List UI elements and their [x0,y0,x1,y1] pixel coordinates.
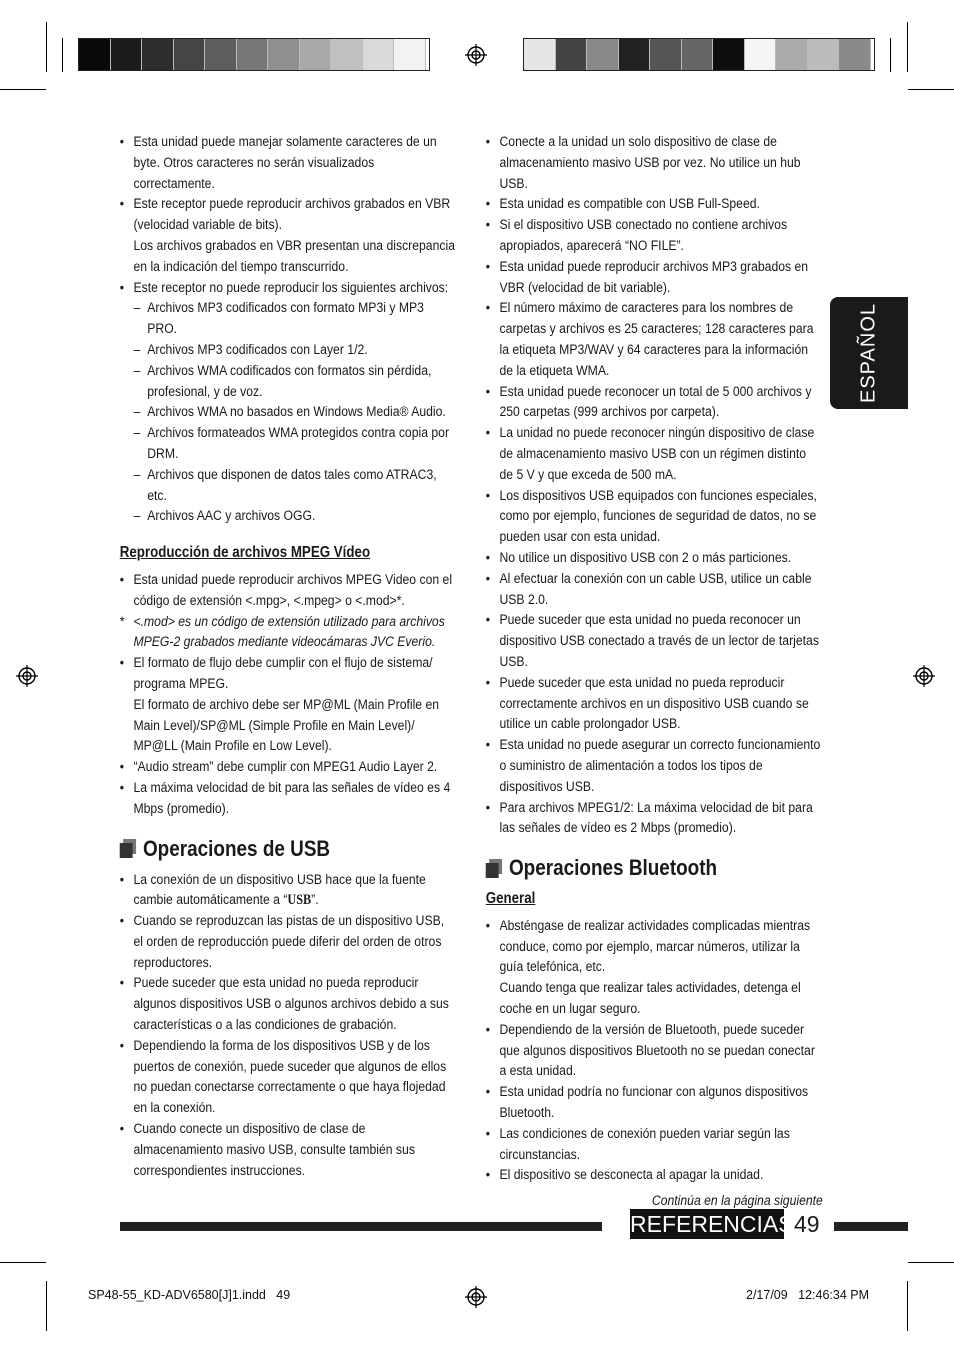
color-swatch [363,39,395,70]
color-swatch [142,39,174,70]
list-item: • Este receptor puede reproducir archivos grabados en VBR (velocidad variable de bits). Los archivos grabados en VBR presentan una discrepancia en la indicación del tiempo transcurrido. [118,194,457,277]
list-item: • No utilice un dispositivo USB con 2 o más particiones. [484,548,823,569]
color-swatch [839,39,871,70]
language-tab-label: ESPAÑOL [857,303,880,403]
list-item: – Archivos WMA codificados con formatos sin pérdida, profesional, y de voz. [133,361,456,403]
section-icon [120,839,136,858]
color-swatch [394,39,426,70]
registration-mark-icon [465,1286,487,1308]
list-item: • Esta unidad es compatible con USB Full-Speed. [484,194,823,215]
list-item: • Cuando se reproduzcan las pistas de un dispositivo USB, el orden de reproducción puede diferir del orden de otros reproductores. [118,911,457,973]
subheading-general: General [485,890,536,908]
color-bar-left [78,38,430,71]
list-item: – Archivos WMA no basados en Windows Media® Audio. [133,402,456,423]
color-swatch [776,39,808,70]
left-column [118,132,457,1181]
list-item: • Esta unidad puede reconocer un total de 5 000 archivos y 250 carpetas (999 archivos por carpeta). [484,382,823,424]
list-item: • Dependiendo la forma de los dispositivos USB y de los puertos de conexión, puede suceder que algunos de ellos no puedan conectarse correctamente o que haya flojedad en la conexión. [118,1036,457,1119]
print-date-info: 2/17/09 12:46:34 PM [746,1288,870,1302]
footnote [118,612,457,654]
list-item: – Archivos MP3 codificados con formato MP3i y MP3 PRO. [133,298,456,340]
list-item: • El dispositivo se desconecta al apagar la unidad. [484,1165,823,1186]
list-item-text: Este receptor no puede reproducir los siguientes archivos: [133,279,449,296]
list-item: • Al efectuar la conexión con un cable USB, utilice un cable USB 2.0. [484,569,823,611]
right-column [484,132,823,1212]
list-item: • Los dispositivos USB equipados con funciones especiales, como por ejemplo, funciones de seguridad de datos, no se pueden usar con esta unidad. [484,486,823,548]
list-item: • Las condiciones de conexión pueden variar según las circunstancias. [484,1124,823,1166]
bullet-list [118,132,457,527]
color-swatch [237,39,269,70]
footer-rule [834,1222,908,1231]
color-swatch [619,39,651,70]
color-swatch [331,39,363,70]
list-item: • Dependiendo de la versión de Bluetooth, puede suceder que algunos dispositivos Bluetooth no se puedan conectar a esta unidad. [484,1020,823,1082]
registration-mark-icon [913,665,935,687]
list-item: – Archivos AAC y archivos OGG. [133,506,456,527]
color-swatch [111,39,143,70]
list-item-text: La conexión de un dispositivo USB hace que la fuente cambie automáticamente a “ [133,871,426,909]
list-item: • Si el dispositivo USB conectado no contiene archivos apropiados, aparecerá “NO FILE”. [484,215,823,257]
subheading-mpeg: Reproducción de archivos MPEG Vídeo [119,544,371,562]
color-swatch [524,39,556,70]
list-item: – Archivos MP3 codificados con Layer 1/2. [133,340,456,361]
list-item: • Conecte a la unidad un solo dispositivo de clase de almacenamiento masivo USB por vez. No utilice un hub USB. [484,132,823,194]
list-item: • Esta unidad podría no funcionar con algunos dispositivos Bluetooth. [484,1082,823,1124]
section-title: Operaciones Bluetooth [508,855,718,881]
list-item: • Esta unidad puede manejar solamente caracteres de un byte. Otros caracteres no serán visualizados correctamente. [118,132,457,194]
footer-rule [120,1222,602,1231]
color-swatch [650,39,682,70]
list-item: • La unidad no puede reconocer ningún dispositivo de clase de almacenamiento masivo USB con un régimen distinto de 5 V y que exceda de 500 mA. [484,423,823,485]
footnote-marker: * [119,613,125,630]
list-item-text: ”. [311,892,319,909]
registration-mark-icon [465,44,487,66]
list-item [118,870,457,912]
print-file-info: SP48-55_KD-ADV6580[J]1.indd 49 [88,1288,291,1302]
bullet-list [484,916,823,1186]
color-swatch [79,39,111,70]
section-icon [486,859,502,878]
color-swatch [174,39,206,70]
bullet-list [484,132,823,839]
color-swatch [682,39,714,70]
list-item: – Archivos formateados WMA protegidos contra copia por DRM. [133,423,456,465]
color-swatch [556,39,588,70]
section-label: REFERENCIAS [630,1211,794,1237]
color-swatch [745,39,777,70]
bullet-list [118,653,457,819]
color-swatch [300,39,332,70]
list-item: • Cuando conecte un dispositivo de clase de almacenamiento masivo USB, consulte también sus correspondientes instrucciones. [118,1119,457,1181]
continued-note: Continúa en la página siguiente [651,1193,823,1210]
page-number: 49 [794,1211,820,1237]
list-item: • Puede suceder que esta unidad no pueda reproducir algunos dispositivos USB o algunos archivos debido a sus características o a las condiciones de grabación. [118,973,457,1035]
list-item: • La máxima velocidad de bit para las señales de vídeo es 4 Mbps (promedio). [118,778,457,820]
bullet-list [118,870,457,1182]
footnote-text: <.mod> es un código de extensión utilizado para archivos MPEG-2 grabados mediante videocámaras JVC Everio. [133,613,445,651]
section-heading-bluetooth [486,853,823,883]
dash-list [133,298,456,527]
list-item: • Esta unidad puede reproducir archivos MPEG Video con el código de extensión <.mpg>, <.mpeg> o <.mod>*. [118,570,457,612]
list-item: • Absténgase de realizar actividades complicadas mientras conduce, como por ejemplo, marcar números, utilizar la guía telefónica, etc. Cuando tenga que realizar tales actividades, detenga el coche en un lugar seguro. [484,916,823,1020]
list-item: • Puede suceder que esta unidad no pueda reproducir correctamente archivos en un dispositivo USB cuando se utilice un cable prolongador USB. [484,673,823,735]
color-swatch [205,39,237,70]
list-item: • Esta unidad puede reproducir archivos MP3 grabados en VBR (velocidad de bit variable). [484,257,823,299]
section-title: Operaciones de USB [142,835,331,861]
registration-mark-icon [16,665,38,687]
color-swatch [808,39,840,70]
color-swatch [268,39,300,70]
list-item: • El formato de flujo debe cumplir con el flujo de sistema/ programa MPEG. El formato de archivo debe ser MP@ML (Main Profile en Main Level)/SP@ML (Simple Profile en Main Level)/ MP@LL (Main Profile en Low Level). [118,653,457,757]
list-item: – Archivos que disponen de datos tales como ATRAC3, etc. [133,465,456,507]
list-item [118,278,457,528]
list-item: • El número máximo de caracteres para los nombres de carpetas y archivos es 25 caracteres; 128 caracteres para la etiqueta MP3/WAV y 64 caracteres para la información de la etiqueta WMA. [484,298,823,381]
color-swatch [713,39,745,70]
bullet-list [118,570,457,612]
list-item: • Esta unidad no puede asegurar un correcto funcionamiento o suministro de alimentación a todos los tipos de dispositivos USB. [484,735,823,797]
usb-source-label: USB [287,892,312,909]
list-item: • Puede suceder que esta unidad no pueda reconocer un dispositivo USB conectado a través de un lector de tarjetas USB. [484,610,823,672]
color-swatch [587,39,619,70]
list-item: • “Audio stream” debe cumplir con MPEG1 Audio Layer 2. [118,757,457,778]
list-item: • Para archivos MPEG1/2: La máxima velocidad de bit para las señales de vídeo es 2 Mbps (promedio). [484,798,823,840]
color-bar-right [523,38,875,71]
section-heading-usb [120,834,457,864]
